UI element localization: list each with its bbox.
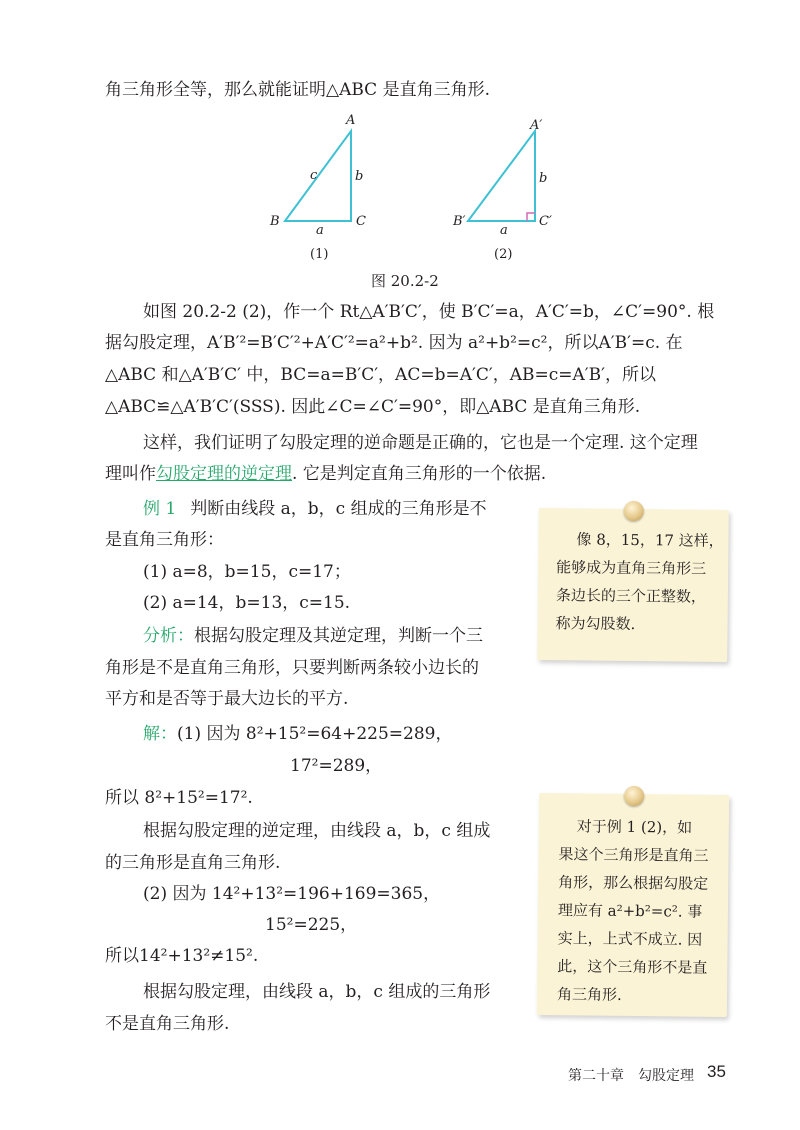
top-text-line: 角三角形全等，那么就能证明△ABC 是直角三角形. — [105, 80, 490, 100]
note1-line-2: 能够成为直角三角形三 — [556, 558, 707, 578]
label-b-prime: b — [539, 171, 548, 186]
label-A-prime: A′ — [530, 118, 543, 133]
example-line-2: 是直角三角形： — [105, 530, 224, 550]
example-item-2: (2) a=14，b=13，c=15. — [143, 593, 351, 613]
note2-line-5: 实上，上式不成立. 因 — [557, 929, 703, 949]
para1-line-4: △ABC≌△A′B′C′(SSS). 因此∠C=∠C′=90°，即△ABC 是直角三角形. — [105, 397, 641, 417]
solution-line-1: 解：(1) 因为 8²+15²=64+225=289， — [143, 724, 453, 744]
note2-line-6: 此，这个三角形不是直 — [557, 957, 708, 977]
sticky-note-example-remark — [537, 793, 729, 1017]
para1-line-3: △ABC 和△A′B′C′ 中，BC=a=B′C′，AC=b=A′C′，AB=c=A′B′，所以 — [105, 365, 656, 385]
sticky-note-gougu-numbers — [537, 508, 729, 662]
analysis-label: 分析： — [143, 626, 194, 646]
theorem-term: 勾股定理的逆定理 — [156, 464, 292, 484]
label-A: A — [346, 113, 356, 128]
label-c: c — [310, 168, 318, 183]
label-B-prime: B′ — [453, 214, 466, 229]
label-a: a — [316, 223, 324, 238]
note1-line-1: 像 8，15，17 这样， — [576, 530, 724, 550]
label-b: b — [355, 169, 364, 184]
analysis-line-3: 平方和是否等于最大边长的平方. — [105, 689, 349, 709]
pin-icon — [624, 501, 644, 521]
pin-icon — [624, 786, 644, 806]
example-line-1: 例 1 判断由线段 a，b，c 组成的三角形是不 — [143, 499, 487, 519]
analysis-line-1: 分析：根据勾股定理及其逆定理，判断一个三 — [143, 626, 483, 646]
solution-line-2: 17²=289， — [290, 756, 383, 776]
right-angle-mark — [527, 213, 535, 221]
page-number: 35 — [707, 1062, 726, 1081]
figure-caption: 图 20.2-2 — [371, 272, 439, 290]
label-C-prime: C′ — [539, 214, 552, 229]
note2-line-4: 理应有 a²+b²=c². 事 — [557, 901, 703, 921]
note2-line-1: 对于例 1 (2)，如 — [576, 817, 693, 837]
subcaption-1: (1) — [310, 247, 329, 262]
figure-triangles — [0, 0, 800, 300]
analysis-line-2: 角形是不是直角三角形，只要判断两条较小边长的 — [105, 658, 479, 678]
note2-line-3: 角形，那么根据勾股定 — [558, 873, 709, 893]
solution-line-6: (2) 因为 14²+13²=196+169=365， — [143, 884, 441, 904]
para1-line-1: 如图 20.2-2 (2)，作一个 Rt△A′B′C′，使 B′C′=a，A′C′=b，∠C′=90°. 根 — [143, 302, 715, 322]
solution-label: 解： — [143, 724, 177, 744]
solution-line-9: 根据勾股定理，由线段 a，b，c 组成的三角形 — [143, 982, 491, 1002]
solution-line-3: 所以 8²+15²=17². — [105, 788, 253, 808]
solution-line-10: 不是直角三角形. — [105, 1014, 230, 1034]
note2-line-7: 角三角形. — [556, 985, 622, 1004]
subcaption-2: (2) — [494, 247, 513, 262]
solution-line-5: 的三角形是直角三角形. — [105, 853, 281, 873]
para2-line-2: 理叫作勾股定理的逆定理. 它是判定直角三角形的一个依据. — [105, 464, 547, 484]
note2-line-2: 果这个三角形是直角三 — [558, 845, 709, 865]
example-label: 例 1 — [143, 499, 177, 519]
note1-line-3: 条边长的三个正整数， — [555, 586, 706, 606]
label-a-prime: a — [500, 223, 508, 238]
solution-line-4: 根据勾股定理的逆定理，由线段 a，b，c 组成 — [143, 821, 491, 841]
solution-line-8: 所以14²+13²≠15². — [105, 946, 259, 966]
example-item-1: (1) a=8，b=15，c=17； — [143, 562, 351, 582]
note1-line-4: 称为勾股数. — [555, 614, 636, 634]
chapter-title: 第二十章 勾股定理 — [568, 1068, 694, 1084]
triangle-abc — [285, 131, 351, 221]
label-C: C — [356, 214, 366, 229]
triangle-a-prime — [468, 131, 535, 221]
label-B: B — [270, 214, 280, 229]
para2-line-1: 这样，我们证明了勾股定理的逆命题是正确的，它也是一个定理. 这个定理 — [143, 433, 698, 453]
para1-line-2: 据勾股定理，A′B′²=B′C′²+A′C′²=a²+b². 因为 a²+b²=c²，所以A′B′=c. 在 — [105, 333, 683, 353]
solution-line-7: 15²=225， — [265, 915, 358, 935]
